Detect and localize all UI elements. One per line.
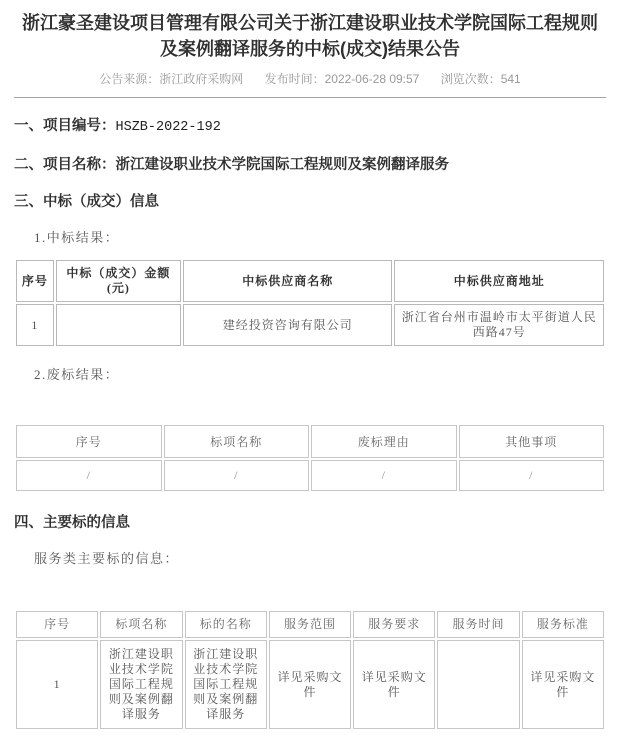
table-cell: / [164,460,310,491]
table-row [16,640,604,729]
table-header-cell: 序号 [16,611,98,638]
table-header-cell: 标项名称 [100,611,182,638]
service-info-label: 服务类主要标的信息： [34,551,180,566]
meta-row [14,70,606,87]
table-cell: 建经投资咨询有限公司 [183,304,393,346]
page-title: 浙江豪圣建设项目管理有限公司关于浙江建设职业技术学院国际工程规则及案例翻译服务的中标(成交)结果公告 [22,13,598,59]
table-header-cell: 服务标准 [522,611,604,638]
project-name-label: 二、项目名称： [14,157,116,173]
header-divider [14,97,606,98]
table-header-row [16,260,604,302]
rejected-bid-table [14,423,606,493]
table-cell: 浙江省台州市温岭市太平街道人民西路47号 [394,304,604,346]
award-result-table [14,258,606,348]
table-header-cell: 序号 [16,260,54,302]
section-project-number [14,117,606,137]
table-cell: / [311,460,457,491]
rejected-result-label: 2.废标结果： [34,367,120,382]
table-cell: / [16,460,162,491]
table-cell: 1 [16,640,98,729]
meta-source: 公告来源：浙江政府采购网 [99,72,244,86]
table-cell: 详见采购文件 [269,640,351,729]
table-header-cell: 服务要求 [353,611,435,638]
service-subject-table [14,609,606,731]
table-header-cell: 标的名称 [185,611,267,638]
table-header-cell: 其他事项 [459,425,605,458]
project-number-value: HSZB-2022-192 [115,120,221,135]
project-number-label: 一、项目编号： [14,118,116,134]
meta-view-count: 浏览次数：541 [440,72,521,86]
table-header-cell: 中标供应商地址 [394,260,604,302]
table-cell [56,304,181,346]
table-header-cell: 废标理由 [311,425,457,458]
section-project-name [14,156,606,174]
section-main-subject: 四、主要标的信息 [14,515,130,531]
table-header-cell: 序号 [16,425,162,458]
table-cell: 详见采购文件 [353,640,435,729]
table-header-row [16,611,604,638]
table-cell: / [459,460,605,491]
table-header-cell: 标项名称 [164,425,310,458]
table-header-cell: 服务时间 [437,611,519,638]
table-row [16,304,604,346]
award-result-label: 1.中标结果： [34,230,120,245]
table-row [16,460,604,491]
table-cell: 浙江建设职业技术学院国际工程规则及案例翻译服务 [185,640,267,729]
table-cell [437,640,519,729]
table-header-cell: 中标（成交）金额(元) [56,260,181,302]
table-cell: 详见采购文件 [522,640,604,729]
table-header-cell: 中标供应商名称 [183,260,393,302]
table-header-cell: 服务范围 [269,611,351,638]
table-cell: 浙江建设职业技术学院国际工程规则及案例翻译服务 [100,640,182,729]
project-name-value: 浙江建设职业技术学院国际工程规则及案例翻译服务 [115,157,449,173]
section-award-info: 三、中标（成交）信息 [14,194,159,210]
table-header-row [16,425,604,458]
meta-publish-time: 发布时间：2022-06-28 09:57 [264,72,420,86]
table-cell: 1 [16,304,54,346]
